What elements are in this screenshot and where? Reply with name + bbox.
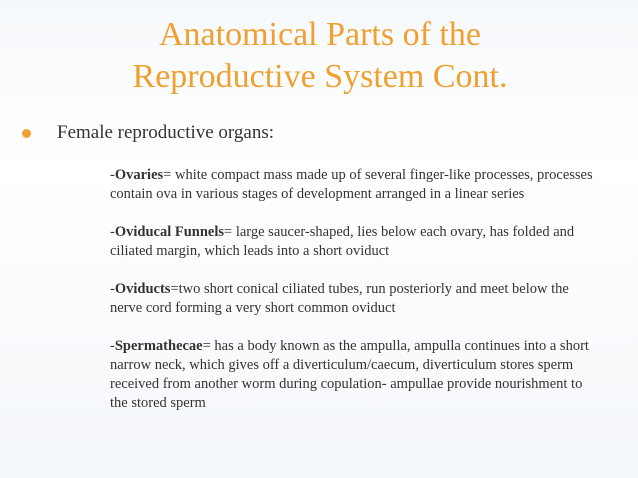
item-text: = white compact mass made up of several finger-like processes, processes contain ova in various stages of development arranged in a linear series [110,167,593,202]
item-prefix: - [110,338,115,354]
item-term: Ovaries [114,167,164,183]
list-item-ovaries [110,166,600,204]
item-prefix: - [110,224,115,240]
bullet-dot-icon [22,129,31,138]
slide-title [60,14,580,98]
bullet-text: Female reproductive organs: [57,122,275,143]
title-line-2: Reproductive System Cont. [132,58,508,95]
list-item-oviducts [110,280,600,318]
item-term: Oviducts [114,281,171,297]
item-prefix: - [110,167,115,183]
item-text: =two short conical ciliated tubes, run posteriorly and meet below the nerve cord forming a very short common oviduct [110,281,569,316]
list-item-spermathecae [110,337,600,413]
item-term: Spermathecae [114,338,203,354]
item-prefix: - [110,281,115,297]
item-text: = has a body known as the ampulla, ampulla continues into a short narrow neck, which gives off a diverticulum/caecum, diverticulum stores sperm received from another worm during copulation- ampullae provide nourishment to the stored sperm [110,338,589,411]
item-text: = large saucer-shaped, lies below each ovary, has folded and ciliated margin, which leads into a short oviduct [110,224,575,259]
list-item-oviducal-funnels [110,223,600,261]
organ-list [110,166,600,432]
title-line-1: Anatomical Parts of the [159,16,481,53]
item-term: Oviducal Funnels [114,224,225,240]
bullet-row [18,122,274,144]
